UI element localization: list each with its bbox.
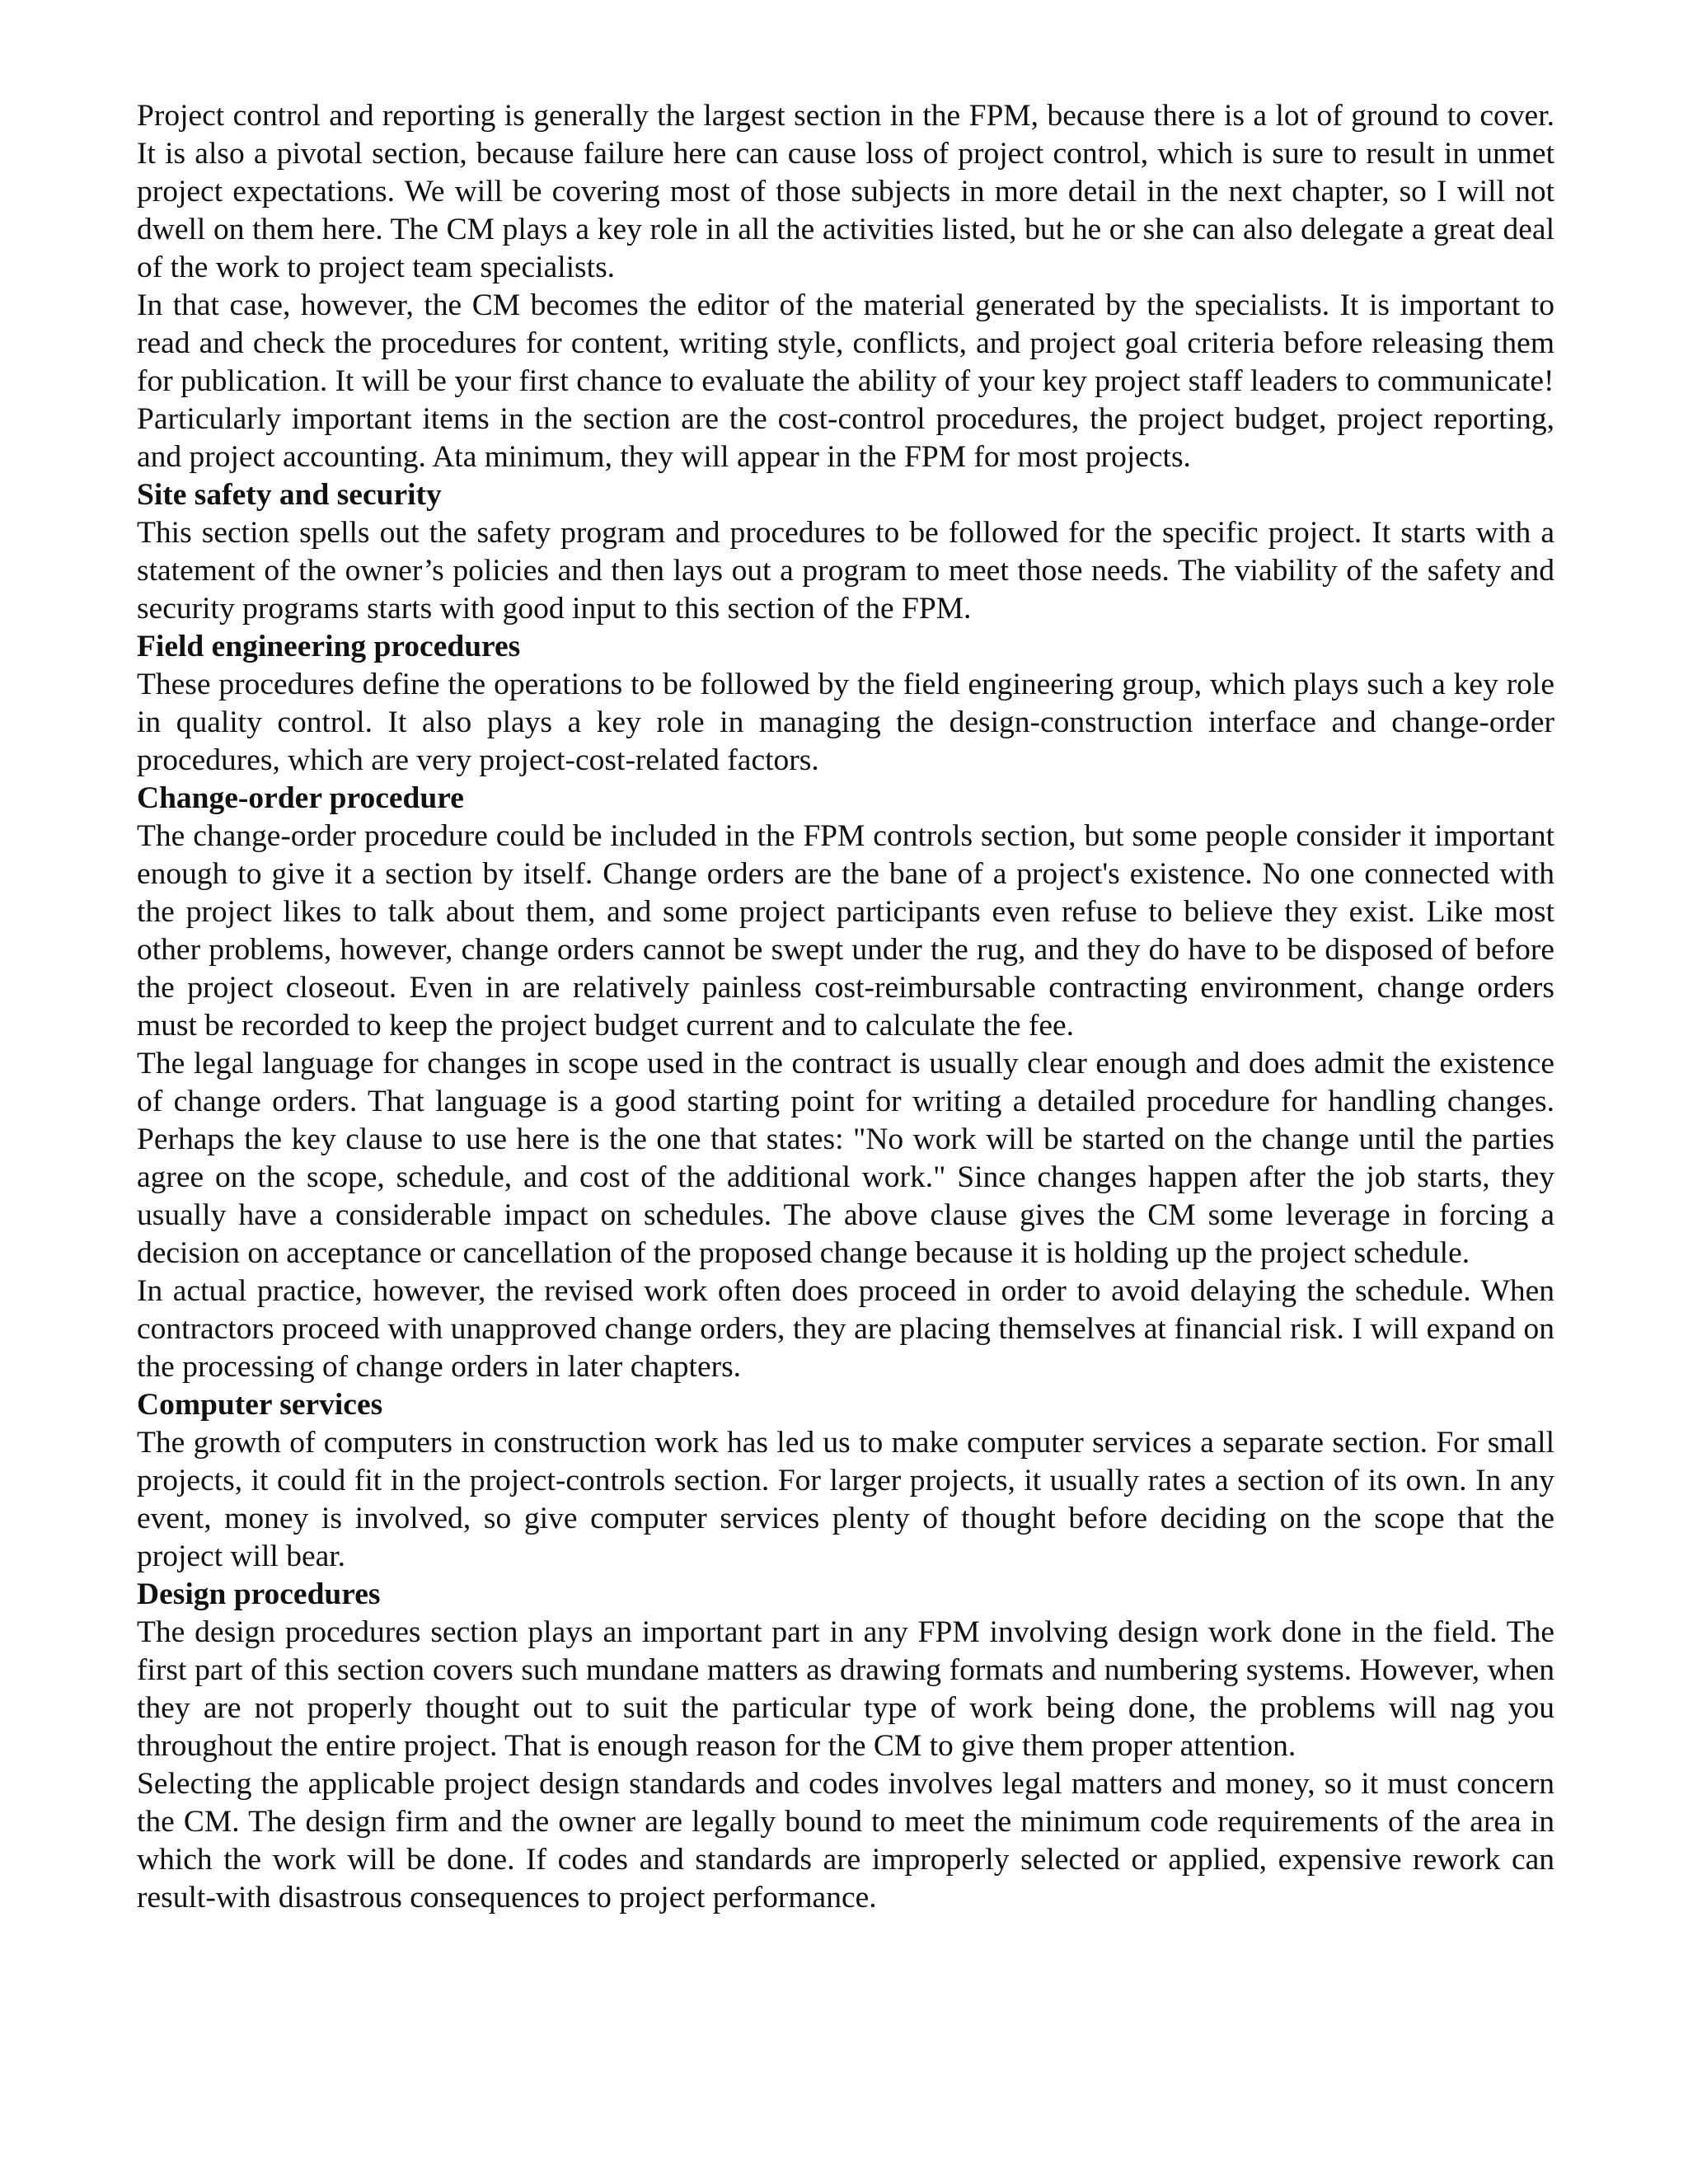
paragraph-computer-services: The growth of computers in construction work has led us to make computer services a separate section. For small projects, it could fit in the project-controls section. For larger projects, it usually rates a section of its own. In any event, money is involved, so give computer services plenty of thought before deciding on the scope that the project will bear. <box>137 1426 1554 1573</box>
heading-change-order: Change-order procedure <box>137 781 464 815</box>
heading-field-engineering: Field engineering procedures <box>137 630 521 663</box>
paragraph-change-order-practice: In actual practice, however, the revised work often does proceed in order to avoid delaying the schedule. When contractors proceed with unapproved change orders, they are placing themselves at financial risk. I will expand on the processing of change orders in later chapters. <box>137 1274 1554 1384</box>
heading-site-safety: Site safety and security <box>137 478 442 512</box>
paragraph-change-order-intro: The change-order procedure could be included in the FPM controls section, but some people consider it important enough to give it a section by itself. Change orders are the bane of a project's existence. No one connected with the project likes to talk about them, and some project participants even refuse to believe they exist. Like most other problems, however, change orders cannot be swept under the rug, and they do have to be disposed of before the project closeout. Even in are relatively painless cost-reimbursable contracting environment, change orders must be recorded to keep the project budget current and to calculate the fee. <box>137 819 1554 1043</box>
paragraph-fpm-project-control: Project control and reporting is generally the largest section in the FPM, because there is a lot of ground to cover. It is also a pivotal section, because failure here can cause loss of project control, which is sure to result in unmet project expectations. We will be covering most of those subjects in more detail in the next chapter, so I will not dwell on them here. The CM plays a key role in all the activities listed, but he or she can also delegate a great deal of the work to project team specialists. <box>137 99 1554 284</box>
paragraph-design-procedures: The design procedures section plays an important part in any FPM involving design work done in the field. The first part of this section covers such mundane matters as drawing formats and numbering systems. However, when they are not properly thought out to suit the particular type of work being done, the problems will nag you throughout the entire project. That is enough reason for the CM to give them proper attention. <box>137 1615 1554 1763</box>
heading-design-procedures: Design procedures <box>137 1577 381 1611</box>
paragraph-cm-editor: In that case, however, the CM becomes the editor of the material generated by the specialists. It is important to read and check the procedures for content, writing style, conflicts, and project goal criteria before releasing them for publication. It will be your first chance to evaluate the ability of your key project staff leaders to communicate! <box>137 288 1554 398</box>
paragraph-design-standards: Selecting the applicable project design standards and codes involves legal matters and money, so it must concern the CM. The design firm and the owner are legally bound to meet the minimum code requirements of the area in which the work will be done. If codes and standards are improperly selected or applied, expensive rework can result-with disastrous consequences to project performance. <box>137 1767 1554 1915</box>
paragraph-important-items: Particularly important items in the section are the cost-control procedures, the project budget, project reporting, and project accounting. Ata minimum, they will appear in the FPM for most projects. <box>137 402 1554 474</box>
paragraph-change-order-legal: The legal language for changes in scope used in the contract is usually clear enough and does admit the existence of change orders. That language is a good starting point for writing a detailed procedure for handling changes. Perhaps the key clause to use here is the one that states: "No work will be started on the change until the parties agree on the scope, schedule, and cost of the additional work." Since changes happen after the job starts, they usually have a considerable impact on schedules. The above clause gives the CM some leverage in forcing a decision on acceptance or cancellation of the proposed change because it is holding up the project schedule. <box>137 1047 1554 1270</box>
heading-computer-services: Computer services <box>137 1388 383 1422</box>
document-page <box>137 97 1554 1917</box>
paragraph-site-safety: This section spells out the safety program and procedures to be followed for the specific project. It starts with a statement of the owner’s policies and then lays out a program to meet those needs. The viability of the safety and security programs starts with good input to this section of the FPM. <box>137 516 1554 626</box>
paragraph-field-engineering: These procedures define the operations to be followed by the field engineering group, which plays such a key role in quality control. It also plays a key role in managing the design-construction interface and change-order procedures, which are very project-cost-related factors. <box>137 668 1554 777</box>
